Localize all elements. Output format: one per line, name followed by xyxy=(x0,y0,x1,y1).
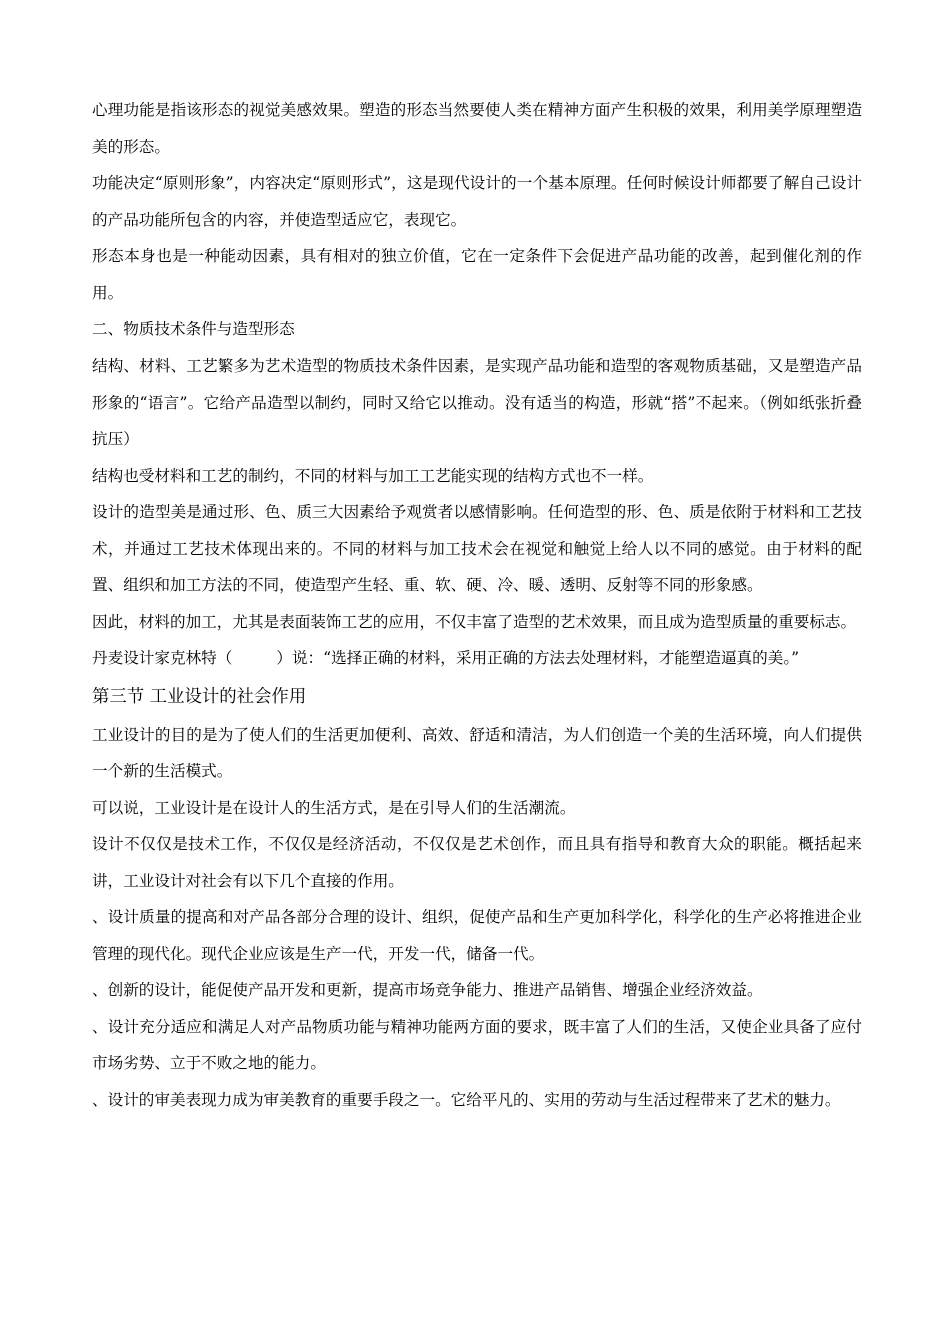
list-item-innovation: 、创新的设计，能促使产品开发和更新，提高市场竞争能力、推进产品销售、增强企业经济效益。 xyxy=(92,981,763,999)
list-item-aesthetics: 、设计的审美表现力成为审美教育的重要手段之一。它给平凡的、实用的劳动与生活过程带来了艺术的魅力。 xyxy=(92,1090,841,1109)
paragraph-design-roles: 设计不仅仅是技术工作，不仅仅是经济活动，不仅仅是艺术创作，而且具有指导和教育大众的职能。概括起来讲，工业设计对社会有以下几个直接的作用。 xyxy=(92,835,862,890)
paragraph-lifestyle: 可以说，工业设计是在设计人的生活方式，是在引导人们的生活潮流。 xyxy=(92,798,576,817)
list-item-needs: 、设计充分适应和满足人对产品物质功能与精神功能两方面的要求，既丰富了人们的生活，又使企业具备了应付市场劣势、立于不败之地的能力。 xyxy=(92,1017,862,1072)
paragraph-design-purpose: 工业设计的目的是为了使人们的生活更加便利、高效、舒适和清洁，为人们创造一个美的生活环境，向人们提供一个新的生活模式。 xyxy=(92,725,862,780)
paragraph-psychological-function: 心理功能是指该形态的视觉美感效果。塑造的形态当然要使人类在精神方面产生积极的效果，利用美学原理塑造美的形态。 xyxy=(92,101,862,156)
subheading-material-technology: 二、物质技术条件与造型形态 xyxy=(92,320,295,338)
paragraph-function-principle: 功能决定“原则形象”，内容决定“原则形式”，这是现代设计的一个基本原理。任何时候设计师都要了解自己设计的产品功能所包含的内容，并使造型适应它，表现它。 xyxy=(92,174,862,229)
section-title: 第三节 工业设计的社会作用 xyxy=(92,686,307,707)
quote-text: ）说：“选择正确的材料，采用正确的方法去处理材料，才能塑造逼真的美。” xyxy=(276,649,800,667)
quote-intro: 丹麦设计家克林特（ xyxy=(92,649,233,667)
paragraph-form-active-factor: 形态本身也是一种能动因素，具有相对的独立价值，它在一定条件下会促进产品功能的改善，起到催化剂的作用。 xyxy=(92,247,862,302)
document-body xyxy=(92,92,862,1118)
paragraph-form-color-texture: 设计的造型美是通过形、色、质三大因素给予观赏者以感情影响。任何造型的形、色、质是依附于材料和工艺技术，并通过工艺技术体现出来的。不同的材料与加工技术会在视觉和触觉上给人以不同的感觉。由于材料的配置、组织和加工方法的不同，使造型产生轻、重、软、硬、冷、暖、透明、反射等不同的形象感。 xyxy=(92,503,862,594)
list-item-quality: 、设计质量的提高和对产品各部分合理的设计、组织，促使产品和生产更加科学化，科学化的生产必将推进企业管理的现代化。现代企业应该是生产一代，开发一代，储备一代。 xyxy=(92,908,862,963)
paragraph-material-processing: 因此，材料的加工，尤其是表面装饰工艺的应用，不仅丰富了造型的艺术效果，而且成为造型质量的重要标志。 xyxy=(92,612,857,631)
paragraph-structure-material-craft: 结构、材料、工艺繁多为艺术造型的物质技术条件因素，是实现产品功能和造型的客观物质基础，又是塑造产品形象的“语言”。它给产品造型以制约，同时又给它以推动。没有适当的构造，形就“搭”不起来。（例如纸张折叠抗压） xyxy=(92,357,862,448)
paragraph-structure-constraints: 结构也受材料和工艺的制约，不同的材料与加工工艺能实现的结构方式也不一样。 xyxy=(92,466,654,485)
paragraph-klint-quote xyxy=(92,640,862,677)
